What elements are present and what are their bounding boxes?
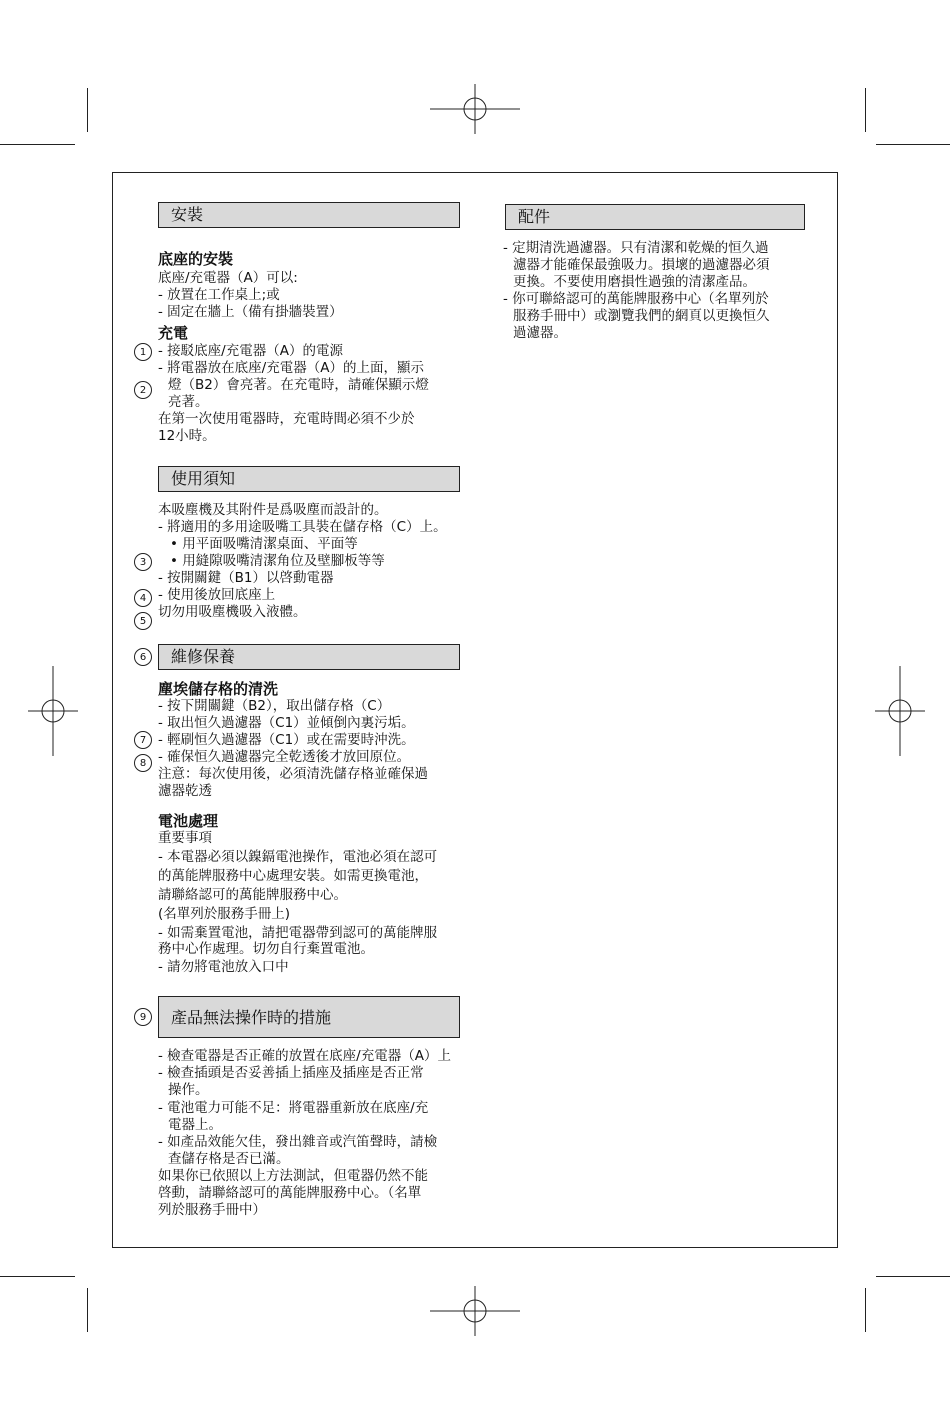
text-line: 12小時。 xyxy=(158,428,216,444)
text-line: - 按下開關鍵（B2），取出儲存格（C） xyxy=(158,698,391,714)
text-line: - 確保恒久過濾器完全乾透後才放回原位。 xyxy=(158,749,411,765)
text-line: 重要事項 xyxy=(158,830,212,846)
text-line: 亮著。 xyxy=(168,394,209,410)
crop-mark xyxy=(865,88,866,132)
text-line: 如果你已依照以上方法測試，但電器仍然不能 xyxy=(158,1168,428,1184)
text-line: 查儲存格是否已滿。 xyxy=(168,1151,290,1167)
text-line: - 如需棄置電池，請把電器帶到認可的萬能牌服 xyxy=(158,925,438,941)
crop-mark xyxy=(876,1276,950,1277)
text-line: 請聯絡認可的萬能牌服務中心。 xyxy=(158,887,347,903)
crop-mark xyxy=(0,144,75,145)
subheading-dust: 塵埃儲存格的清洗 xyxy=(158,680,279,698)
section-header-maintenance: 維修保養 xyxy=(158,644,460,670)
text-line: (名單列於服務手冊上) xyxy=(158,906,291,922)
text-line: 服務手冊中）或瀏覽我們的網頁以更換恒久 xyxy=(513,308,770,324)
text-line: 電器上。 xyxy=(168,1117,222,1133)
text-line: - 將適用的多用途吸嘴工具裝在儲存格（C）上。 xyxy=(158,519,447,535)
text-line: • 用平面吸嘴清潔桌面、平面等 xyxy=(170,536,358,552)
step-marker-1: 1 xyxy=(134,343,152,361)
text-line: - 輕刷恒久過濾器（C1）或在需要時沖洗。 xyxy=(158,732,415,748)
text-line: - 電池電力可能不足：將電器重新放在底座/充 xyxy=(158,1100,429,1116)
step-marker-3: 3 xyxy=(134,553,152,571)
text-line: - 固定在牆上（備有掛牆裝置） xyxy=(158,304,343,320)
step-marker-8: 8 xyxy=(134,754,152,772)
text-line: • 用縫隙吸嘴清潔角位及壁腳板等等 xyxy=(170,553,385,569)
crop-mark xyxy=(876,144,950,145)
section-header-troubleshooting: 產品無法操作時的措施 xyxy=(158,996,460,1038)
text-line: - 檢查插頭是否妥善插上插座及插座是否正常 xyxy=(158,1065,424,1081)
text-line: - 接駁底座/充電器（A）的電源 xyxy=(158,343,343,359)
section-header-install: 安裝 xyxy=(158,202,460,228)
text-line: 更換。不要使用磨損性過強的清潔產品。 xyxy=(513,274,756,290)
text-line: 列於服務手冊中） xyxy=(158,1202,266,1218)
text-line: - 如產品效能欠佳，發出雜音或汽笛聲時，請檢 xyxy=(158,1134,438,1150)
text-line: - 將電器放在底座/充電器（A）的上面，顯示 xyxy=(158,360,424,376)
text-line: - 取出恒久過濾器（C1）並傾倒內裏污垢。 xyxy=(158,715,415,731)
section-header-accessories: 配件 xyxy=(505,204,805,230)
crop-mark xyxy=(87,88,88,132)
text-line: 底座/充電器（A）可以: xyxy=(158,270,298,286)
step-marker-6: 6 xyxy=(134,648,152,666)
text-line: 濾器乾透 xyxy=(158,783,212,799)
step-marker-7: 7 xyxy=(134,731,152,749)
subheading-base: 底座的安裝 xyxy=(158,250,234,268)
registration-mark-right xyxy=(875,666,925,756)
registration-mark-left xyxy=(28,666,78,756)
text-line: 注意：每次使用後，必須清洗儲存格並確保過 xyxy=(158,766,428,782)
text-line: 本吸塵機及其附件是爲吸塵而設計的。 xyxy=(158,502,388,518)
text-line: 務中心作處理。切勿自行棄置電池。 xyxy=(158,941,374,957)
step-marker-9: 9 xyxy=(134,1008,152,1026)
text-line: 在第一次使用電器時，充電時間必須不少於 xyxy=(158,411,415,427)
section-header-usage: 使用須知 xyxy=(158,466,460,492)
step-marker-4: 4 xyxy=(134,589,152,607)
text-line: - 你可聯絡認可的萬能牌服務中心（名單列於 xyxy=(503,291,769,307)
text-line: 切勿用吸塵機吸入液體。 xyxy=(158,604,307,620)
registration-mark-bottom xyxy=(430,1286,520,1336)
text-line: - 檢查電器是否正確的放置在底座/充電器（A）上 xyxy=(158,1048,451,1064)
text-line: - 請勿將電池放入口中 xyxy=(158,959,289,975)
text-line: 過濾器。 xyxy=(513,325,567,341)
text-line: 燈（B2）會亮著。在充電時，請確保顯示燈 xyxy=(168,377,429,393)
text-line: 濾器才能確保最強吸力。損壞的過濾器必須 xyxy=(513,257,770,273)
text-line: - 本電器必須以鎳鎘電池操作，電池必須在認可 xyxy=(158,849,438,865)
text-line: 的萬能牌服務中心處理安裝。如需更換電池， xyxy=(158,868,428,884)
crop-mark xyxy=(865,1288,866,1332)
text-line: - 放置在工作桌上;或 xyxy=(158,287,280,303)
subheading-battery: 電池處理 xyxy=(158,812,219,830)
text-line: - 定期清洗過濾器。只有清潔和乾燥的恒久過 xyxy=(503,240,769,256)
step-marker-2: 2 xyxy=(134,381,152,399)
crop-mark xyxy=(87,1288,88,1332)
text-line: - 按開關鍵（B1）以啓動電器 xyxy=(158,570,334,586)
text-line: 操作。 xyxy=(168,1082,209,1098)
registration-mark-top xyxy=(430,84,520,134)
crop-mark xyxy=(0,1276,75,1277)
subheading-charge: 充電 xyxy=(158,324,189,342)
step-marker-5: 5 xyxy=(134,612,152,630)
text-line: - 使用後放回底座上 xyxy=(158,587,276,603)
text-line: 啓動，請聯絡認可的萬能牌服務中心。（名單 xyxy=(158,1185,422,1201)
